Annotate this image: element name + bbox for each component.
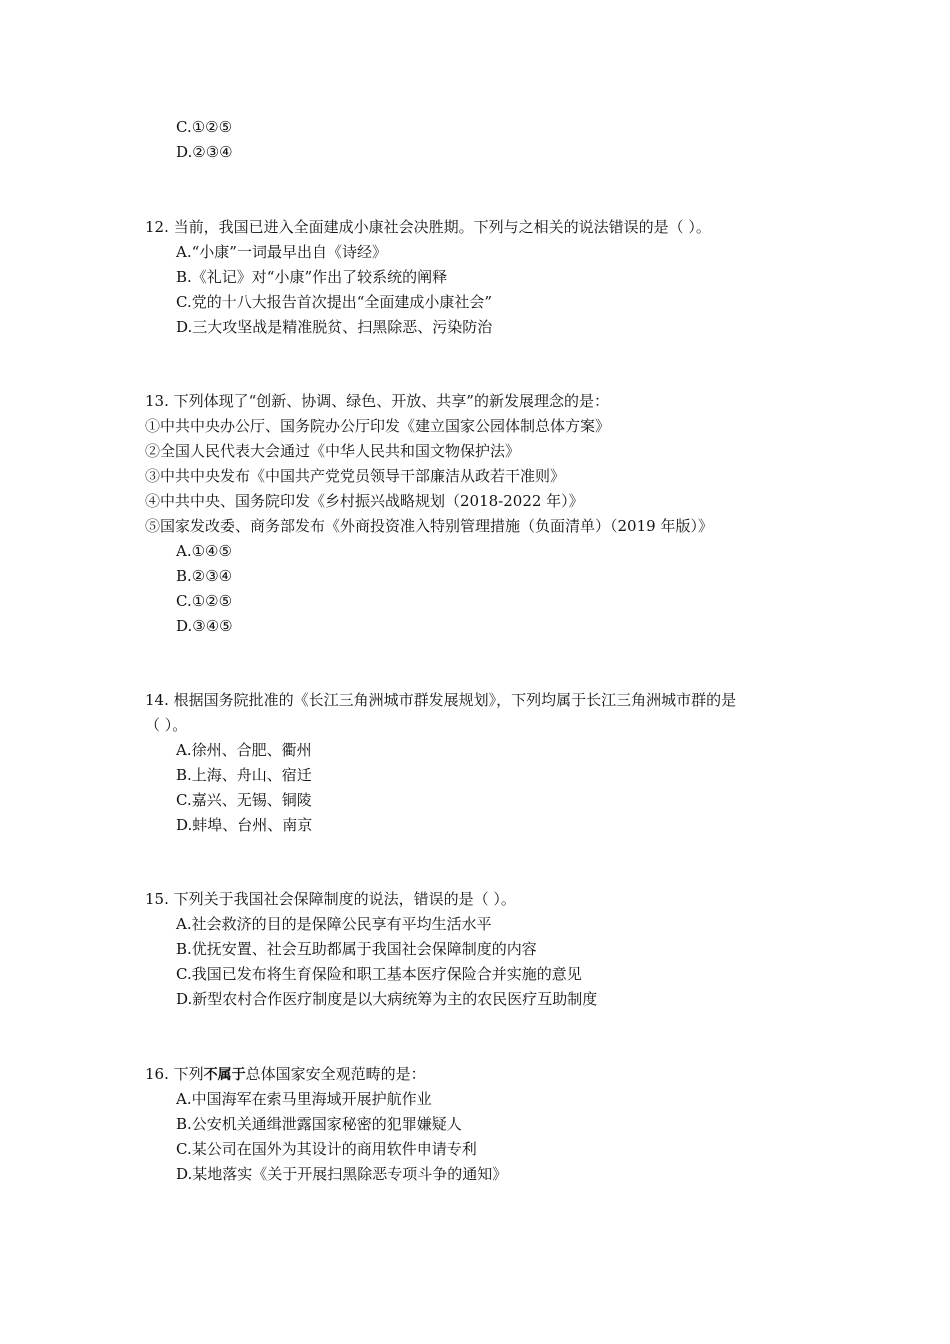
option-c: C.①②⑤ bbox=[176, 118, 233, 136]
question-13-statement-5: ⑤国家发改委、商务部发布《外商投资准入特别管理措施（负面清单）（2019 年版）》 bbox=[145, 517, 713, 535]
question-16-stem-suffix: 总体国家安全观范畴的是： bbox=[245, 1065, 426, 1083]
question-13-option-c: C.①②⑤ bbox=[176, 592, 233, 610]
question-14-option-d: D.蚌埠、台州、南京 bbox=[176, 816, 313, 834]
question-13-option-a: A.①④⑤ bbox=[176, 542, 232, 560]
question-13-option-d: D.③④⑤ bbox=[176, 617, 233, 635]
question-13-statement-4: ④中共中央、国务院印发《乡村振兴战略规划（2018-2022 年）》 bbox=[145, 492, 584, 510]
question-12-option-b: B.《礼记》对“小康”作出了较系统的阐释 bbox=[176, 268, 448, 286]
question-15-stem: 15. 下列关于我国社会保障制度的说法，错误的是（ ）。 bbox=[145, 890, 516, 908]
question-13-option-b: B.②③④ bbox=[176, 567, 233, 585]
question-16-stem-emphasis: 不属于 bbox=[203, 1067, 246, 1083]
question-16-option-d: D.某地落实《关于开展扫黑除恶专项斗争的通知》 bbox=[176, 1165, 508, 1183]
question-15-option-b: B.优抚安置、社会互助都属于我国社会保障制度的内容 bbox=[176, 940, 537, 958]
question-12-stem: 12. 当前，我国已进入全面建成小康社会决胜期。下列与之相关的说法错误的是（ ）。 bbox=[145, 218, 711, 236]
question-12-option-c: C.党的十八大报告首次提出“全面建成小康社会” bbox=[176, 293, 493, 311]
option-d: D.②③④ bbox=[176, 143, 233, 161]
question-13-stem: 13. 下列体现了“创新、协调、绿色、开放、共享”的新发展理念的是： bbox=[145, 392, 609, 410]
question-12-option-a: A.“小康”一词最早出自《诗经》 bbox=[176, 243, 387, 261]
question-14-option-b: B.上海、舟山、宿迁 bbox=[176, 766, 312, 784]
question-14-option-c: C.嘉兴、无锡、铜陵 bbox=[176, 791, 312, 809]
question-13-statement-1: ①中共中央办公厅、国务院办公厅印发《建立国家公园体制总体方案》 bbox=[145, 417, 611, 435]
question-14-option-a: A.徐州、合肥、衢州 bbox=[176, 741, 312, 759]
question-15-option-d: D.新型农村合作医疗制度是以大病统筹为主的农民医疗互助制度 bbox=[176, 990, 598, 1008]
question-15-option-c: C.我国已发布将生育保险和职工基本医疗保险合并实施的意见 bbox=[176, 965, 582, 983]
question-14-stem: 14. 根据国务院批准的《长江三角洲城市群发展规划》，下列均属于长江三角洲城市群的是 bbox=[145, 691, 737, 709]
question-12-option-d: D.三大攻坚战是精准脱贫、扫黑除恶、污染防治 bbox=[176, 318, 493, 336]
question-13-statement-3: ③中共中央发布《中国共产党党员领导干部廉洁从政若干准则》 bbox=[145, 467, 566, 485]
question-16-stem-prefix: 16. 下列 bbox=[145, 1065, 204, 1083]
question-14-stem-continuation: （ ）。 bbox=[145, 716, 188, 734]
question-16-stem bbox=[145, 1064, 426, 1085]
question-16-option-b: B.公安机关通缉泄露国家秘密的犯罪嫌疑人 bbox=[176, 1115, 462, 1133]
question-16-option-c: C.某公司在国外为其设计的商用软件申请专利 bbox=[176, 1140, 477, 1158]
question-16-option-a: A.中国海军在索马里海域开展护航作业 bbox=[176, 1090, 432, 1108]
question-13-statement-2: ②全国人民代表大会通过《中华人民共和国文物保护法》 bbox=[145, 442, 521, 460]
question-15-option-a: A.社会救济的目的是保障公民享有平均生活水平 bbox=[176, 915, 492, 933]
